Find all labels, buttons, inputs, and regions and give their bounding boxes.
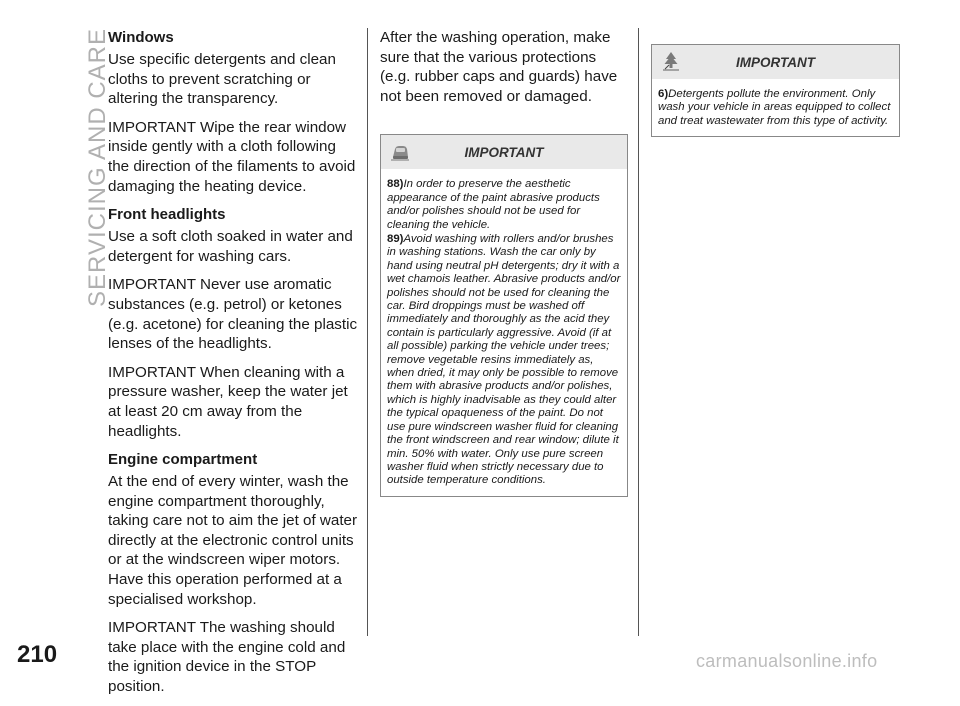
column-middle	[380, 28, 628, 497]
important-box-body	[381, 169, 627, 495]
paragraph: IMPORTANT The washing should take place with the engine cold and the ignition device in the STOP position.	[108, 619, 346, 696]
note-number: 6)	[658, 88, 669, 100]
column-divider	[638, 28, 639, 636]
note-text: Detergents pollute the environment. Only wash your vehicle in areas equipped to collect and treat wastewater from this type of activity.	[658, 88, 891, 127]
heading-front-headlights: Front headlights	[108, 206, 226, 224]
paragraph: After the washing operation, make sure that the various protections (e.g. rubber caps and guards) have not been removed or damaged.	[380, 29, 618, 105]
section-title	[48, 28, 111, 318]
important-box	[380, 134, 628, 496]
environment-tree-icon	[660, 50, 682, 72]
heading-engine-compartment: Engine compartment	[108, 451, 258, 469]
column-divider	[367, 28, 368, 636]
important-box-header	[381, 135, 627, 169]
important-box-header	[652, 45, 899, 79]
important-box	[651, 44, 900, 137]
note-text: In order to preserve the aesthetic appearance of the paint abrasive products and/or polishes should not be used for cleaning the vehicle.	[387, 178, 600, 231]
paragraph: Use specific detergents and clean cloths to prevent scratching or altering the transparency.	[108, 51, 336, 108]
note-number: 88)	[387, 178, 404, 191]
page-number: 210	[17, 641, 58, 668]
heading-windows: Windows	[108, 29, 174, 46]
note-6	[658, 88, 895, 128]
important-box-body	[652, 79, 899, 136]
note-89	[387, 233, 623, 488]
paragraph: IMPORTANT When cleaning with a pressure washer, keep the water jet at least 20 cm away from the headlights.	[108, 363, 348, 440]
important-box-title: IMPORTANT	[464, 144, 544, 160]
note-number: 89)	[387, 233, 404, 245]
watermark: carmanualsonline.info	[696, 651, 878, 671]
important-box-title: IMPORTANT	[736, 54, 815, 70]
note-88	[387, 178, 623, 232]
paragraph: IMPORTANT Wipe the rear window inside gently with a cloth following the direction of the filaments to avoid damaging the heating device.	[108, 118, 356, 195]
paragraph: IMPORTANT Never use aromatic substances (e.g. petrol) or ketones (e.g. acetone) for cleaning the plastic lenses of the headlights.	[108, 276, 358, 353]
column-left	[108, 28, 358, 706]
car-warning-icon	[389, 140, 411, 162]
paragraph: Use a soft cloth soaked in water and detergent for washing cars.	[108, 228, 353, 265]
section-title-text: SERVICING AND CARE	[84, 28, 111, 307]
note-text: Avoid washing with rollers and/or brushes in washing stations. Wash the car only by hand using neutral pH detergents; dry it with a wet chamois leather. Abrasive products and/or polishes should not be used for cleaning the car. Bird droppings must be washed off immediately and thoroughly as the acid they contain is particularly aggressive. Avoid (if at all possible) parking the vehicle under trees; remove vegetable resins immediately as, when dried, it may only be possible to remove them with abrasive products and/or polishes, which is highly inadvisable as they could alter the typical opaqueness of the paint. Do not use pure windscreen washer fluid for cleaning the front windscreen and rear window; dilute it min. 50% with water. Only use pure screen washer fluid when strictly necessary due to outside temperature conditions.	[387, 233, 621, 487]
column-right	[651, 28, 900, 137]
paragraph: At the end of every winter, wash the engine compartment thoroughly, taking care not to aim the jet of water directly at the electronic control units or at the windscreen wiper motors. Have this operation performed at a specialised workshop.	[108, 473, 358, 608]
